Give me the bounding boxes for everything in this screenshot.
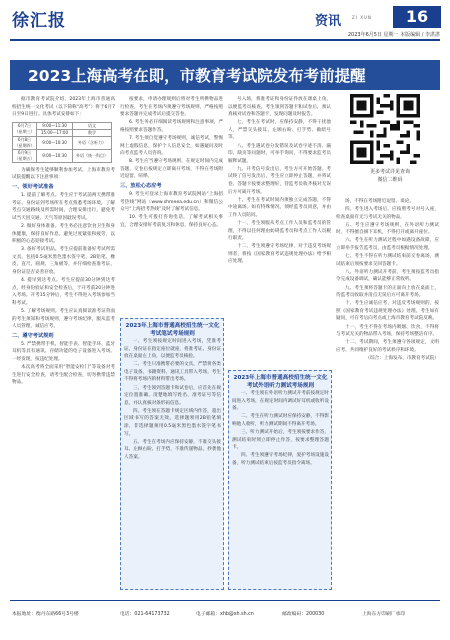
paragraph: 号入场，将准考证和身份证件放在课桌上角，以便监考员核查。考生领到答题卡和试卷后，须认真核对试卷和答题卡，发现问题及时报告。 <box>228 97 331 118</box>
page-number: 16 <box>393 6 441 28</box>
paragraph: 六、考生在听力测试过程中如遇设备故障，应立即举手报告监考员，由监考员根据情况处理。 <box>336 238 439 252</box>
table-cell: 6月7日（星期三） <box>14 123 35 135</box>
table-row <box>13 136 112 149</box>
paragraph: 1. 提前了解考点。考生应于考试前两天携带准考证、身份证到考场所在考点熟悉考场环境，了解考点交通路线及所需时间，合理安排出行，避免考试当天因交通、天气等原因耽误考试。 <box>12 193 115 221</box>
paragraph: 十二、考试期间，考生须遵守各项规定，文明应考，共同维护良好的考试秩序和环境。 <box>336 340 439 353</box>
paragraph: 本次高考将全面采用“智能安检门”等设备对考生进行安全检查，请考生配合检查，切勿携带违禁物品。 <box>12 365 115 386</box>
table-cell: 9:00—10:30 <box>37 136 73 149</box>
paragraph: 八、考生遇试卷分发错误及试卷字迹不清、漏印、缺页等问题时，可举手询问，不得要求监考员解释试题。 <box>228 143 331 164</box>
paragraph: 二、考生在听力测试时应保持安静，不得影响他人收听，听力测试期间不得离开考场。 <box>232 414 329 427</box>
paragraph: 场，不得在考场附近逗留、谈论。 <box>345 199 414 204</box>
qr-caption-line2: 微信二维码 <box>377 177 403 183</box>
footer-zip: 邮政编码：200030 <box>282 612 325 617</box>
rules-box-content <box>232 374 329 588</box>
qr-caption-line1: 更多考试详见查询 <box>369 169 410 175</box>
paragraph: 7. 考生须自觉遵守考场规则，诚信考试，警惕网上虚假信息，保护个人信息安全，如遇疑问及时向考点监考人员咨询。 <box>120 135 223 157</box>
paragraph: 10. 考生可拨打咨询电话，了解考试相关事宜，合理安排好考前复习和休息，保持良好心态。 <box>120 215 223 228</box>
rules-box-content <box>124 322 221 588</box>
paragraph: 按要求，申请办理规则后将对考生所携物品进行检查，考生在考场内须遵守考场规则，严格按照要求答题并完成考试后提交答卷。 <box>120 97 223 118</box>
section-heading: 二、遵守考试规则 <box>12 332 54 339</box>
paragraph: 6. 考生务必仔细阅读考场规则和注意事项，严格按照要求答题作答。 <box>120 120 223 133</box>
paragraph: 十一、考生不得在考场内吸烟、饮食，不得将与考试无关的物品带入考场，保持考场整洁有序。 <box>336 324 439 338</box>
paragraph: 九、开考信号发出后，考生方可开始答题。考试终了信号发出后，考生应立即停止答题，并将试卷、答题卡按要求整理好，待监考员收齐核对无误后方可离开考场。 <box>228 166 331 195</box>
paragraph: 四、考生进入考场后，应按照考号对号入座，检查桌面有无与考试无关的物品。 <box>336 207 439 220</box>
rules-box-title: 2023年上海市普通高校招生统一文化考试笔试考场规则 <box>125 323 220 337</box>
table-cell: 外语（统一科目） <box>73 149 112 162</box>
paragraph: 五、考生在考场内应保持安静，不准交头接耳、左顾右盼、打手势，不准传递物品、抄袭他人答案。 <box>124 439 221 460</box>
footer-phone: 电话：021-64173732 <box>120 612 170 617</box>
headline: 2023上海高考在即，市教育考试院发布考前提醒 <box>28 67 366 85</box>
section-heading: 三、放松心态应考 <box>120 183 162 190</box>
paragraph: 3. 备好考试用品。考生应提前准备好考试所需文具，包括0.5毫米黑色墨水签字笔、2B铅笔、橡皮、直尺、圆规、三角板等，并仔细检查准考证、身份证是否妥善存放。 <box>12 247 115 275</box>
rules-box-listening-test <box>228 370 332 590</box>
paragraph: 十、考生应诚信应考，对违反考场规则的，按照《国家教育考试违规处理办法》处理。考生如有疑问，可在考后向考点或上海市教育考试院反映。 <box>336 301 439 322</box>
section-heading: 一、领好考试准备 <box>12 183 54 190</box>
exam-schedule-table <box>12 122 112 163</box>
table-cell: 9:00—11:30 <box>37 122 73 129</box>
paragraph: 8. 考生应当遵守考场规则，在规定时间内完成答题，交卷后按规定立即离开考场，不得在考场附近逗留、喧哗。 <box>120 159 223 180</box>
masthead-rule <box>10 39 440 41</box>
article-credit: （综合：上海发布、市教育考试院） <box>365 355 439 361</box>
dateline: 2023年6月5日 星期一 本版编辑 / 李湛湛 <box>347 32 440 38</box>
footer-printer: 上海东方印刷厂承印 <box>362 612 406 617</box>
paragraph: 十二、考生须遵守考场纪律，对于违反考场规则者，将按《国家教育考试违规处理办法》给予相应处理。 <box>228 244 331 265</box>
paragraph: 二、考生只准携带必要的文具，严禁将各类电子设备、书籍资料、通讯工具带入考场。考生不得将考场内的材料带出考场。 <box>124 362 221 383</box>
table-cell: 语文 <box>73 122 112 129</box>
page-footer <box>10 600 440 628</box>
paragraph: 四、考生须在答题卡规定区域内作答，超出区域书写的答案无效。选择题须用2B铅笔填涂，非选择题须用0.5毫米黑色墨水签字笔书写。 <box>124 408 221 437</box>
table-cell: 数学 <box>73 129 112 136</box>
paragraph: 4. 提早到达考点。考生应提前30分钟到达考点，经身份验证和安全检查后，于开考前20分钟进入考场。开考15分钟后，考生不得进入考场参加当科考试。 <box>12 278 115 306</box>
footer-email: 电子邮箱：xhb@xh.sh.cn <box>196 612 254 617</box>
paragraph: 四、考生须遵守考场纪律，爱护考场设施设备，听力测试结束后按监考员指令离场。 <box>232 453 329 466</box>
paragraph: 一、考生须按规定时间进入考场，凭准考证、身份证在指定座位就座，将准考证、身份证放在桌面左上角，以便监考员核验。 <box>124 339 221 360</box>
section-title: 资讯 <box>315 14 342 29</box>
table-cell: 6月9日（星期五） <box>14 149 35 161</box>
table-row <box>13 149 112 162</box>
paragraph: 九、考生须将答题卡的正面向上放在桌面上，待监考员收取并清点无误后方可离开考场。 <box>336 285 439 299</box>
qr-panel <box>340 90 440 194</box>
paragraph: 八、外语听力测试开考前，考生须按监考员指令完成设备调试，确认能够正常收听。 <box>336 269 439 283</box>
paragraph: 2. 做好身体准备。考生务必注意饮食卫生和身体健康，保持良好作息，避免过度紧张和疲劳，以积极的心态迎接考试。 <box>12 223 115 245</box>
article-column-4 <box>336 198 439 590</box>
paragraph: 三、听力测试开始后，考生须按要求作答，测试结束时须立即停止作答，按要求整理答题卡。 <box>232 429 329 451</box>
footer-address: 本报地址：衡丹东路66号3号楼 <box>12 612 79 617</box>
paragraph: 五、考生应遵守考场规则，在外语听力测试时，不得擅自摘下耳机，不得打开或离开座位。 <box>336 222 439 236</box>
paragraph: 9. 考生可登录上海市教育考试院网站“上海招考热线”网站（www.shmeea.edu.cn）和微信公众号“上海招考热线”及时了解考试信息。 <box>120 192 223 213</box>
paragraph: 5. 了解考场规则。考生应认真阅读准考证背面的考生须知和考场规则，遵守考场纪律，服从监考人员管理，诚信应考。 <box>12 308 115 330</box>
qr-code-icon[interactable] <box>350 94 420 164</box>
paragraph: 为确保考生能够顺利参加考试，上海市教育考试院提醒以下注意事项： <box>12 167 115 181</box>
paragraph: 十、考生在考试时间内须独立完成答题，不得中途离场。如有特殊情况，须经监考员同意，并由工作人员陪同。 <box>228 197 331 218</box>
paragraph: 三、考生领到答题卡和试卷后，应首先在规定位置准确、清楚地填写姓名、准考证号等信息，并认真核对条形码信息。 <box>124 385 221 406</box>
newspaper-brand: 徐汇报 <box>12 11 66 31</box>
paragraph: 一、考生须在外语听力测试开考前按规定时间进入考场，在规定时间内调试好耳机或收听设备。 <box>232 391 329 412</box>
paragraph: 5. 严禁携带手机、智能手表、智能手环、蓝牙耳机等具有通讯、存储功能的电子设备进入考场。一经发现，按违纪处理。 <box>12 341 115 363</box>
rules-box-written-exam <box>120 318 224 590</box>
paragraph: 十一、考生须服从考点工作人员和监考员的管理，不得以任何理由妨碍监考员和考点工作人员履行职责。 <box>228 221 331 242</box>
section-subtitle: ZI XUN <box>352 15 372 20</box>
masthead <box>10 6 440 42</box>
table-cell: 9:00—10:30 <box>37 149 73 162</box>
article-column-1 <box>12 96 115 590</box>
rules-box-title: 2023年上海市普通高校招生统一文化考试外语听力测试考场规则 <box>233 375 328 389</box>
paragraph: 据市教育考试院介绍，2023年上海市普通高校招生统一文化考试（以下简称“高考”）将于6月7日至9日进行。具体考试安排如下： <box>12 97 115 118</box>
headline-banner <box>10 60 440 90</box>
table-cell: 外语（含听力） <box>73 136 112 149</box>
article-column-3 <box>228 96 331 364</box>
paragraph: 七、考生不得在听力测试结束前交卷离场，测试结束后须按要求交回答题卡。 <box>336 254 439 267</box>
table-cell: 15:00—17:00 <box>37 129 73 136</box>
paragraph: 七、考生在考试时，应保持安静，不得干扰他人，严禁交头接耳、左顾右盼、打手势、做暗号等。 <box>228 120 331 141</box>
table-row <box>13 122 112 129</box>
table-cell: 6月8日（星期四） <box>14 136 35 148</box>
